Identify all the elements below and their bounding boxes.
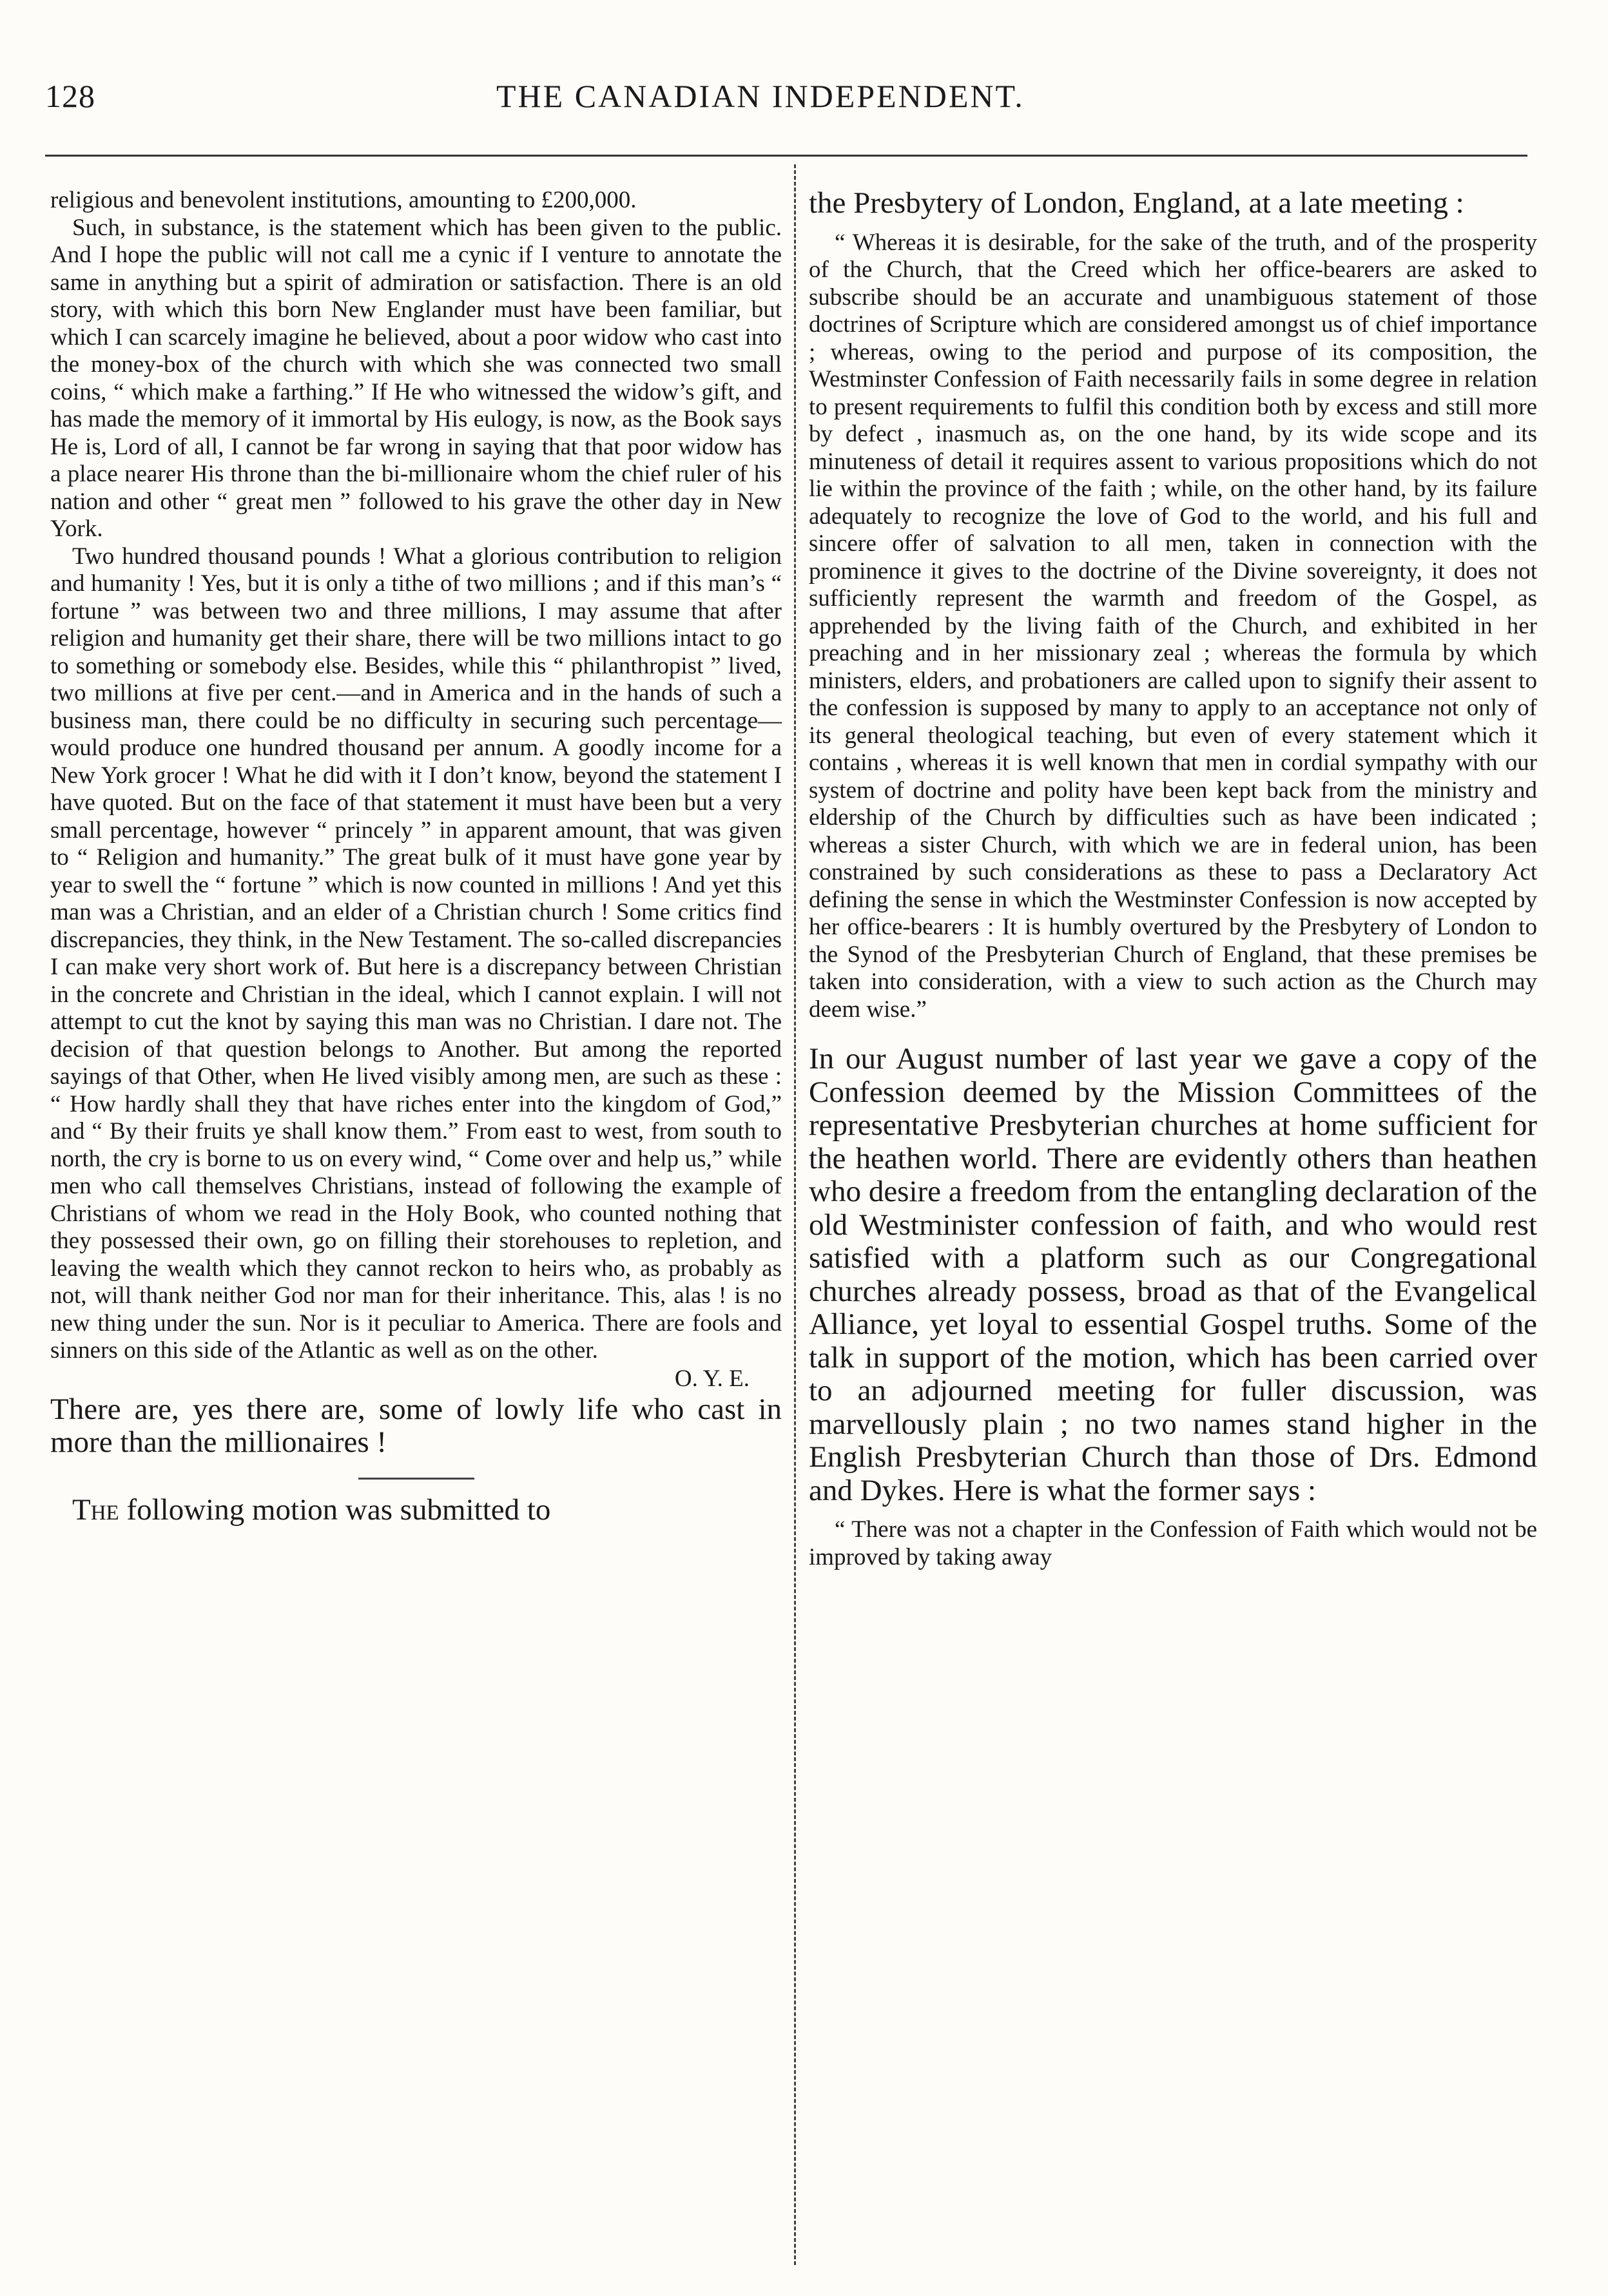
editorial-note: There are, yes there are, some of lowly life who cast in more than the millionaires ! xyxy=(50,1392,782,1459)
section-rule xyxy=(358,1478,474,1480)
closing-quotation: “ There was not a chapter in the Confession of Faith which would not be improved by taking away xyxy=(809,1516,1537,1570)
motion-intro-text: following motion was submitted to xyxy=(126,1492,551,1527)
running-head xyxy=(45,77,1569,122)
right-column xyxy=(809,187,1537,1571)
opening-paragraph: religious and benevolent institutions, amounting to £200,000. xyxy=(50,187,637,213)
left-column xyxy=(50,187,782,1527)
column-divider xyxy=(794,164,796,2265)
spacer xyxy=(809,1023,1537,1043)
page-number: 128 xyxy=(45,78,95,114)
motion-intro-cap: The xyxy=(72,1492,119,1527)
presbytery-overture: “ Whereas it is desirable, for the sake of the truth, and of the prosperity of the Church, that the Creed which her office-bearers are asked to subscribe should be an accurate and unambiguous statement of those doctrines of Scripture which are considered amongst us of chief importance ; whereas, owing to the period and purpose of its composition, the Westminster Confession of Faith necessarily fails in some degree in relation to present requirements to fulfil this condition both by excess and still more by defect , inasmuch as, on the one hand, by its wide scope and its minuteness of detail it requires assent to various propositions which do not lie within the province of the faith ; while, on the other hand, by its failure adequately to recognize the love of God to the world, and his full and sincere offer of salvation to all men, taken in connection with the prominence it gives to the doctrine of the Divine sovereignty, it does not sufficiently represent the warmth and freedom of the Gospel, as apprehended by the living faith of the Church, and exhibited in her preaching and in her missionary zeal ; whereas the formula by which ministers, elders, and probationers are called upon to signify their assent to the confession is supposed by many to apply to an acceptance not only of its general theological teaching, but even of every statement which it contains , whereas it is well known that men in cordial sympathy with our system of doctrine and polity have been kept back from the ministry and eldership of the Church by difficulties such as have been indicated ; whereas a sister Church, with which we are in federal union, has been constrained by such considerations as these to pass a Declaratory Act defining the sense in which the Westminster Confession is now accepted by her office-bearers : It is humbly overtured by the Presbytery of London to the Synod of the Presbyterian Church of England, that these premises be taken into consideration, with a view to such action as the Church may deem wise.” xyxy=(809,229,1537,1023)
author-signature: O. Y. E. xyxy=(674,1365,750,1392)
spacer xyxy=(809,1507,1537,1516)
spacer xyxy=(809,220,1537,229)
widow-paragraph: Such, in substance, is the statement which has been given to the public. And I hope the public will not call me a cynic if I venture to annotate the same in anything but a spirit of admiration or satisfaction. There is an old story, with which this born New Englander must have been familiar, but which I can scarcely imagine he believed, about a poor widow who cast into the money-box of the church with which she was connected two small coins, “ which make a farthing.” If He who witnessed the widow’s gift, and has made the memory of it immortal by His eulogy, is now, as the Book says He is, Lord of all, I cannot be far wrong in saying that that poor widow has a place nearer His throne than the bi-millionaire whom the chief ruler of his nation and other “ great men ” followed to his grave the other day in New York. xyxy=(50,214,782,542)
fortune-paragraph: Two hundred thousand pounds ! What a glorious contribution to religion and humanity ! Yes, but it is only a tithe of two millions ; and if this man’s “ fortune ” was between two and three millions, I may assume that after religion and humanity get their share, there will be two millions intact to go to something or somebody else. Besides, while this “ philanthropist ” lived, two millions at five per cent.—and in America and in the hands of such a business man, there could be no difficulty in securing such percentage—would produce one hundred thousand per annum. A goodly income for a New York grocer ! What he did with it I don’t know, beyond the statement I have quoted. But on the face of that statement it must have been but a very small percentage, however “ princely ” in apparent amount, that was given to “ Religion and humanity.” The great bulk of it must have gone year by year to swell the “ fortune ” which is now counted in millions ! And yet this man was a Christian, and an elder of a Christian church ! Some critics find discrepancies, they think, in the New Testament. The so-called discrepancies I can make very short work of. But here is a discrepancy between Christian in the concrete and Christian in the ideal, which I cannot explain. I will not attempt to cut the knot by saying this man was no Christian. I dare not. The decision of that question belongs to Another. But among the reported sayings of that Other, when He lived visibly among men, are such as these : “ How hardly shall they that have riches enter into the kingdom of God,” and “ By their fruits ye shall know them.” From east to west, from south to north, the cry is borne to us on every wind, “ Come over and help us,” while men who call themselves Christians, instead of following the example of Christians of whom we read in the Holy Book, who counted nothing that they possessed their own, go on filling their storehouses to repletion, and leaving the wealth which they cannot reckon to heirs who, as probably as not, will thank neither God nor man for their inheritance. This, alas ! is no new thing under the sun. Nor is it peculiar to America. There are fools and sinners on this side of the Atlantic as well as on the other. xyxy=(50,543,782,1364)
motion-continuation: the Presbytery of London, England, at a late meeting : xyxy=(809,186,1464,220)
motion-intro xyxy=(50,1494,782,1527)
journal-title: THE CANADIAN INDEPENDENT. xyxy=(496,78,1025,114)
header-rule xyxy=(45,155,1527,157)
editorial-commentary: In our August number of last year we gave a copy of the Confession deemed by the Mission Committees of the representative Presbyterian churches at home sufficient for the heathen world. There are evidently others than heathen who desire a freedom from the entangling declaration of the old Westminister confession of faith, and who would rest satisfied with a platform such as our Congregational churches already possess, broad as that of the Evangelical Alliance, yet loyal to essential Gospel truths. Some of the talk in support of the motion, which has been carried over to an adjourned meeting for fuller discussion, was marvellously plain ; no two names stand higher in the English Presbyterian Church than those of Drs. Edmond and Dykes. Here is what the former says : xyxy=(809,1042,1537,1507)
